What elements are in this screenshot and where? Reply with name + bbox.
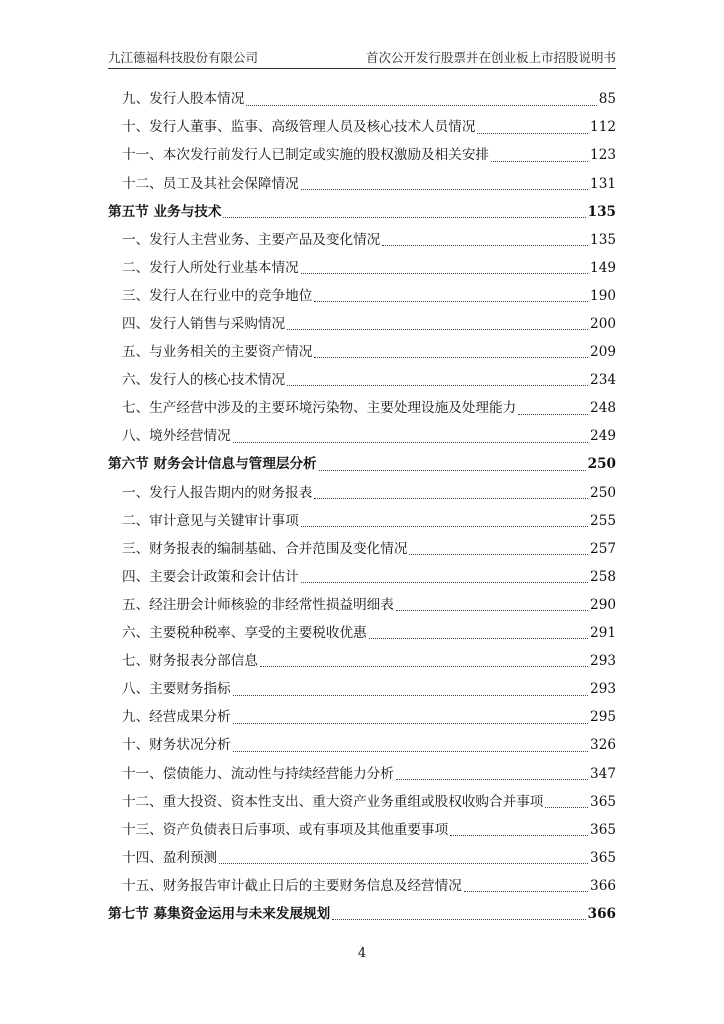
toc-entry-page: 365 <box>590 821 616 838</box>
toc-leader-dots <box>301 526 588 527</box>
toc-entry-page: 293 <box>590 681 616 698</box>
toc-leader-dots <box>477 133 588 134</box>
toc-leader-dots <box>314 357 588 358</box>
toc-entry-page: 255 <box>590 512 616 529</box>
toc-entry-page: 258 <box>590 568 616 585</box>
toc-section-entry[interactable] <box>108 198 616 226</box>
toc-entry[interactable] <box>108 620 616 648</box>
toc-leader-dots <box>233 695 588 696</box>
toc-leader-dots <box>382 245 588 246</box>
toc-entry-title: 十一、偿债能力、流动性与持续经营能力分析 <box>122 765 394 782</box>
toc-leader-dots <box>545 807 588 808</box>
toc-entry[interactable] <box>108 816 616 844</box>
toc-entry[interactable] <box>108 255 616 283</box>
toc-entry-page: 365 <box>590 849 616 866</box>
toc-entry-page: 112 <box>590 119 616 136</box>
toc-entry-title: 一、发行人报告期内的财务报表 <box>122 484 313 501</box>
toc-entry-title: 十二、员工及其社会保障情况 <box>122 175 299 192</box>
toc-leader-dots <box>301 273 588 274</box>
toc-leader-dots <box>301 582 588 583</box>
toc-entry-title: 十、财务状况分析 <box>122 737 231 754</box>
toc-entry-title: 九、发行人股本情况 <box>122 91 245 108</box>
toc-entry-title: 十三、资产负债表日后事项、或有事项及其他重要事项 <box>122 821 449 838</box>
toc-entry[interactable] <box>108 507 616 535</box>
toc-entry[interactable] <box>108 648 616 676</box>
toc-leader-dots <box>287 385 588 386</box>
toc-entry-page: 200 <box>590 316 616 332</box>
toc-leader-dots <box>369 638 588 639</box>
toc-entry[interactable] <box>108 704 616 732</box>
toc-entry[interactable] <box>108 423 616 451</box>
toc-entry-title: 八、主要财务指标 <box>122 681 231 698</box>
toc-entry[interactable] <box>108 283 616 311</box>
toc-entry-title: 七、生产经营中涉及的主要环境污染物、主要处理设施及处理能力 <box>122 400 517 417</box>
toc-entry[interactable] <box>108 845 616 873</box>
toc-entry-title: 三、发行人在行业中的竞争地位 <box>122 287 313 304</box>
toc-entry-page: 149 <box>590 259 616 276</box>
toc-entry-page: 123 <box>590 147 616 164</box>
toc-entry-page: 366 <box>587 905 616 922</box>
toc-entry-page: 131 <box>590 175 616 192</box>
toc-entry-page: 85 <box>598 91 616 108</box>
toc-entry[interactable] <box>108 339 616 367</box>
toc-entry-page: 295 <box>590 709 616 726</box>
toc-entry-title: 八、境外经营情况 <box>122 428 231 445</box>
toc-entry-title: 二、发行人所处行业基本情况 <box>122 259 299 276</box>
toc-leader-dots <box>396 779 588 780</box>
toc-entry-page: 257 <box>590 540 616 557</box>
toc-entry-title: 三、财务报表的编制基础、合并范围及变化情况 <box>122 540 408 557</box>
toc-leader-dots <box>233 723 588 724</box>
toc-leader-dots <box>301 189 588 190</box>
toc-entry-title: 五、经注册会计师核验的非经常性损益明细表 <box>122 596 394 613</box>
toc-entry[interactable] <box>108 536 616 564</box>
toc-entry-title: 九、经营成果分析 <box>122 709 231 726</box>
toc-entry-page: 250 <box>587 456 616 473</box>
toc-entry-title: 七、财务报表分部信息 <box>122 653 258 670</box>
toc-entry-page: 326 <box>590 737 616 754</box>
toc-leader-dots <box>314 498 588 499</box>
toc-entry-title: 十一、本次发行前发行人已制定或实施的股权激励及相关安排 <box>122 147 490 164</box>
toc-entry[interactable] <box>108 395 616 423</box>
toc-leader-dots <box>409 554 588 555</box>
toc-entry-page: 293 <box>590 653 616 670</box>
toc-leader-dots <box>223 217 585 218</box>
toc-entry-title: 十五、财务报告审计截止日后的主要财务信息及经营情况 <box>122 877 462 894</box>
toc-entry[interactable] <box>108 592 616 620</box>
toc-section-entry[interactable] <box>108 901 616 929</box>
toc-entry-title: 二、审计意见与关键审计事项 <box>122 512 299 529</box>
toc-leader-dots <box>233 442 588 443</box>
toc-leader-dots <box>287 329 588 330</box>
toc-entry-page: 347 <box>590 765 616 782</box>
toc-leader-dots <box>396 610 588 611</box>
toc-entry-title: 第五节 业务与技术 <box>108 203 222 220</box>
toc-leader-dots <box>233 751 588 752</box>
toc-entry[interactable] <box>108 86 616 114</box>
toc-entry-title: 四、发行人销售与采购情况 <box>122 316 286 332</box>
toc-entry-page: 190 <box>590 287 616 304</box>
toc-entry-title: 十四、盈利预测 <box>122 849 218 866</box>
toc-entry-page: 209 <box>590 344 616 361</box>
toc-entry-page: 291 <box>590 625 616 642</box>
toc-section-entry[interactable] <box>108 451 616 479</box>
toc-entry-title: 一、发行人主营业务、主要产品及变化情况 <box>122 231 381 248</box>
toc-entry-page: 135 <box>590 231 616 248</box>
toc-entry-title: 四、主要会计政策和会计估计 <box>122 568 299 585</box>
toc-entry[interactable] <box>108 311 616 339</box>
toc-leader-dots <box>219 863 588 864</box>
toc-leader-dots <box>518 414 588 415</box>
toc-entry-page: 366 <box>590 877 616 894</box>
toc-entry[interactable] <box>108 367 616 395</box>
toc-leader-dots <box>246 105 596 106</box>
header-company: 九江德福科技股份有限公司 <box>108 50 259 65</box>
toc-entry[interactable] <box>108 873 616 901</box>
toc-entry-title: 十、发行人董事、监事、高级管理人员及核心技术人员情况 <box>122 119 476 136</box>
toc-entry-title: 第七节 募集资金运用与未来发展规划 <box>108 905 331 922</box>
toc-entry-page: 290 <box>590 596 616 613</box>
toc-leader-dots <box>314 301 588 302</box>
header-doc-title: 首次公开发行股票并在创业板上市招股说明书 <box>365 50 616 65</box>
toc-entry[interactable] <box>108 732 616 760</box>
page-header <box>108 46 616 69</box>
toc-leader-dots <box>450 835 588 836</box>
toc-leader-dots <box>319 470 586 471</box>
toc-leader-dots <box>260 666 588 667</box>
toc-entry-title: 六、主要税种税率、享受的主要税收优惠 <box>122 625 367 642</box>
toc-entry-page: 135 <box>587 203 616 220</box>
toc-entry[interactable] <box>108 142 616 170</box>
toc-entry-title: 十二、重大投资、资本性支出、重大资产业务重组或股权收购合并事项 <box>122 793 544 810</box>
toc-entry-title: 五、与业务相关的主要资产情况 <box>122 344 313 361</box>
toc-entry-page: 250 <box>590 484 616 501</box>
toc-leader-dots <box>491 161 588 162</box>
page-number: 4 <box>357 946 367 961</box>
toc-entry[interactable] <box>108 676 616 704</box>
toc-entry[interactable] <box>108 760 616 788</box>
toc-entry-page: 249 <box>590 428 616 445</box>
table-of-contents <box>108 86 616 929</box>
toc-entry[interactable] <box>108 226 616 254</box>
toc-entry-page: 234 <box>590 372 616 389</box>
toc-entry[interactable] <box>108 479 616 507</box>
toc-leader-dots <box>464 891 588 892</box>
toc-leader-dots <box>332 919 585 920</box>
toc-entry-page: 248 <box>590 400 616 417</box>
toc-entry[interactable] <box>108 170 616 198</box>
toc-entry[interactable] <box>108 788 616 816</box>
toc-entry-page: 365 <box>590 793 616 810</box>
toc-entry-title: 第六节 财务会计信息与管理层分析 <box>108 456 317 473</box>
toc-entry-title: 六、发行人的核心技术情况 <box>122 372 286 389</box>
toc-entry[interactable] <box>108 114 616 142</box>
toc-entry[interactable] <box>108 564 616 592</box>
